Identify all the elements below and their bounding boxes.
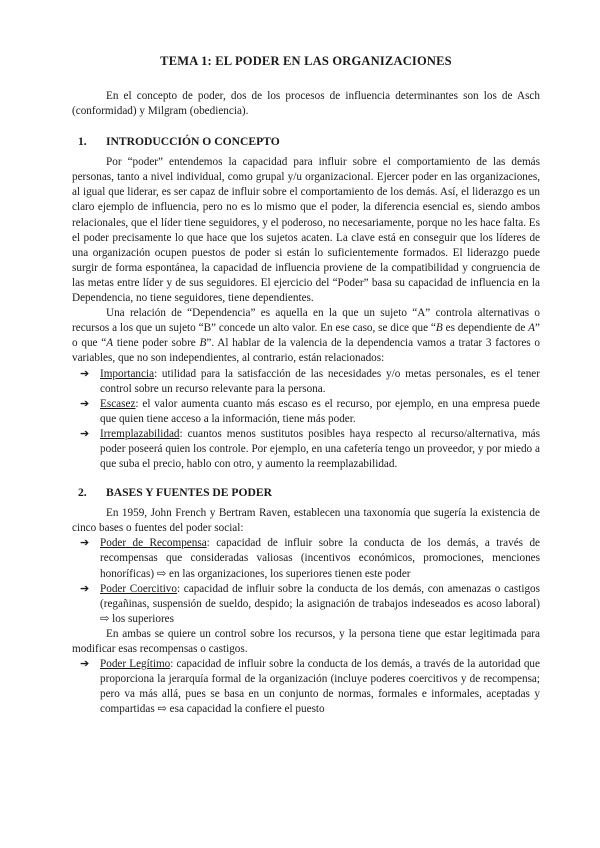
list-item-body: : capacidad de influir sobre la conducta de los demás, con amenazas o castigos (regañinas, suspensión de sueldo, despido; la asignación de trabajos indeseados es acoso laboral) ⇨ los superiores: [100, 582, 540, 625]
list-item-text: [100, 367, 540, 397]
section-1-paragraph-2: [72, 306, 540, 366]
section-2-bullet-list: [72, 536, 540, 627]
text-run: tiene poder sobre: [113, 337, 200, 350]
italic-run: A: [528, 322, 536, 335]
list-item: [72, 657, 540, 717]
list-item-body: : capacidad de influir sobre la conducta de los demás, a través de recompensas que consideradas valiosas (incentivos económicos, promociones, menciones honoríficas) ⇨ en las organizaciones, los superiores tienen este poder: [100, 537, 540, 580]
text-run: es dependiente de: [442, 322, 529, 335]
list-item-term: Irremplazabilidad: [100, 427, 180, 440]
document-page: [72, 54, 540, 717]
list-item-term: Poder Coercitivo: [100, 582, 177, 595]
list-item-text: [100, 582, 540, 627]
section-1-heading: [72, 135, 540, 148]
section-2-title: BASES Y FUENTES DE PODER: [106, 486, 272, 500]
list-item-text: [100, 427, 540, 472]
text-run: Una relación de “Dependencia” es aquella en la que un sujeto “A” controla alternativas o recursos a los que un sujeto “B” concede un alto valor. En ese caso, se dice que “: [72, 307, 540, 335]
arrow-icon: ➔: [80, 582, 90, 595]
list-item-term: Escasez: [100, 397, 136, 410]
section-2-heading: [72, 486, 540, 499]
list-item-body: : cuantos menos sustitutos posibles haya respecto al recurso/alternativa, más poder poseerá quien los controle. Por ejemplo, en una cafetería tengo un proveedor, y por miedo a que suba el precio, hablo con otro, y aumento la reemplazabilidad.: [100, 427, 540, 471]
arrow-icon: ➔: [80, 427, 90, 440]
arrow-icon: ➔: [80, 658, 90, 671]
list-item: [72, 367, 540, 397]
italic-run: B: [435, 322, 443, 335]
list-item-term: Importancia: [100, 367, 155, 380]
section-1-number: 1.: [78, 135, 87, 149]
page-title: TEMA 1: EL PODER EN LAS ORGANIZACIONES: [160, 54, 452, 68]
list-item-body: : utilidad para la satisfacción de las necesidades y/o metas personales, es el tener control sobre un recurso relevante para la persona.: [100, 367, 540, 395]
text-run: ”. Al hablar de la valencia de la dependencia vamos a tratar 3 factores o variables, que no son independientes, al contrario, están relacionados:: [72, 337, 540, 365]
section-1-bullet-list: [72, 367, 540, 473]
list-item-term: Poder Legítimo: [100, 658, 171, 671]
italic-run: A: [106, 337, 114, 350]
list-item: [72, 427, 540, 472]
list-item: [72, 397, 540, 427]
list-item-text: [100, 657, 540, 717]
section-2-bullet-list-2: [72, 657, 540, 717]
list-item-text: [100, 397, 540, 427]
section-1-paragraph-1: Por “poder” entendemos la capacidad para influir sobre el comportamiento de las demás personas, tanto a nivel individual, como grupal y/u organizacional. Ejercer poder en las organizaciones, al igual que liderar, es ser capaz de influir sobre el comportamiento de los demás. Así, el liderazgo es un claro ejemplo de influencia, pero no es lo mismo que el poder, la diferencia esencial es, siendo ambos relacionales, que el líder tiene seguidores, y el poderoso, no necesariamente, porque no les hace falta. Es el poder precisamente lo que hace que los sujetos acaten. La clave está en conseguir que los líderes de una organización ocupen puestos de poder si están lo suficientemente formados. El liderazgo puede surgir de forma espontánea, la capacidad de influencia proviene de la compatibilidad y congruencia de las metas entre líder y de sus seguidores. El ejercicio del “Poder” basa su capacidad de influencia en la Dependencia, no tiene seguidores, tiene dependientes.: [72, 156, 540, 305]
section-2-number: 2.: [78, 486, 87, 500]
section-2-paragraph-1: En 1959, John French y Bertram Raven, establecen una taxonomía que sugería la existencia de cinco bases o fuentes del poder social:: [72, 507, 540, 535]
intro-paragraph: En el concepto de poder, dos de los procesos de influencia determinantes son los de Asch (conformidad) y Milgram (obediencia).: [72, 90, 540, 118]
italic-run: B: [199, 337, 207, 350]
arrow-icon: ➔: [80, 397, 90, 410]
list-item-body: : capacidad de influir sobre la conducta de los demás, a través de la autoridad que proporciona la jerarquía formal de la organización (incluye poderes coercitivos y de recompensa; pero va más allá, pues se basa en un conjunto de normas, formales e informales, aceptadas y compartidas ⇨ esa capacidad la confiere el puesto: [100, 658, 540, 716]
section-2-paragraph-2: En ambas se quiere un control sobre los recursos, y la persona tiene que estar legitimada para modificar esas recompensas o castigos.: [72, 627, 540, 655]
list-item-term: Poder de Recompensa: [100, 537, 207, 550]
text-run: ” o que “: [72, 322, 540, 350]
arrow-icon: ➔: [80, 367, 90, 380]
list-item-text: [100, 536, 540, 581]
section-1-title: INTRODUCCIÓN O CONCEPTO: [106, 135, 280, 149]
list-item: [72, 582, 540, 627]
arrow-icon: ➔: [80, 537, 90, 550]
list-item: [72, 536, 540, 581]
list-item-body: : el valor aumenta cuanto más escaso es el recurso, por ejemplo, en una empresa puede que quien tiene acceso a la información, tiene más poder.: [100, 397, 540, 425]
